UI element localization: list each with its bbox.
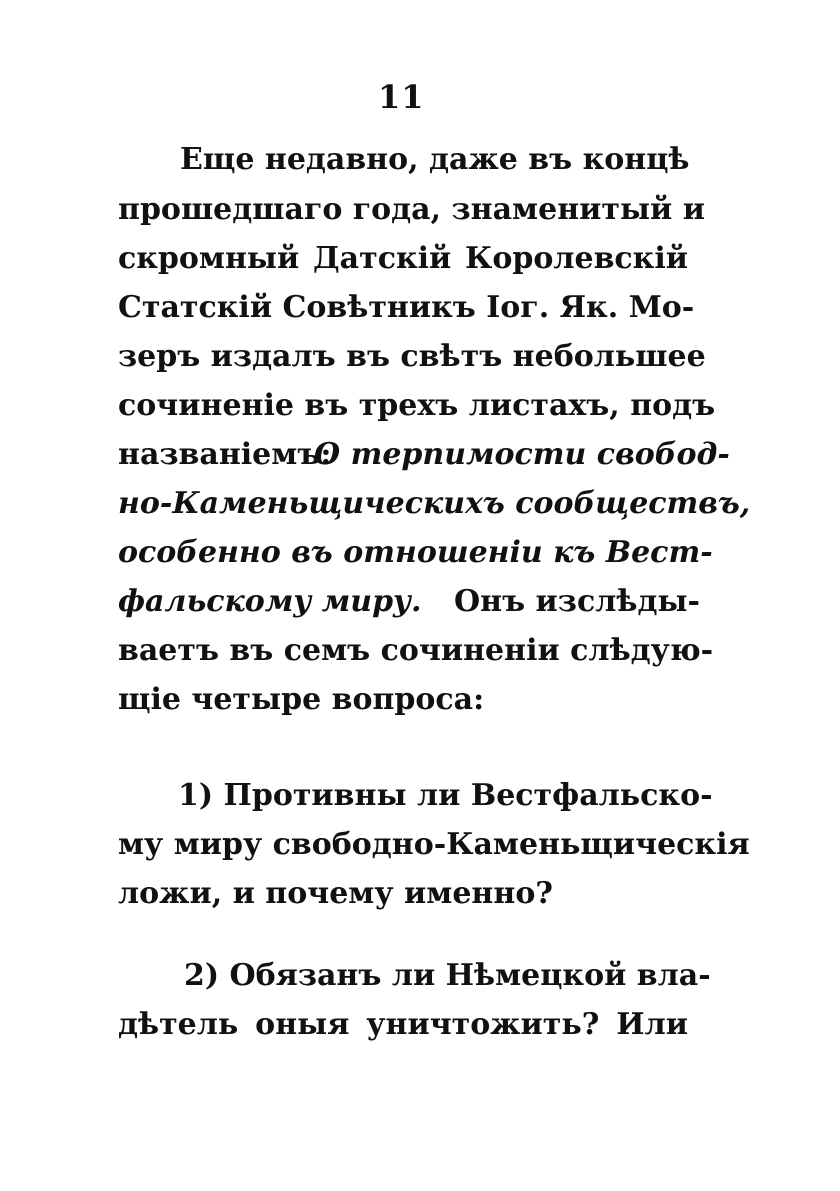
text-line-2: прошедшаго года, знаменитый и — [118, 192, 706, 227]
text-line-8-title: но-Каменьщическихъ сообществъ, — [118, 486, 751, 521]
text-line-7a: названіемъ: — [118, 437, 332, 472]
text-line-5: зеръ издалъ въ свѣтъ небольшее — [118, 339, 706, 374]
list-item-2-line-2: дѣтель оныя уничтожить? Или — [118, 1007, 688, 1042]
text-line-6: сочиненіе въ трехъ листахъ, подъ — [118, 388, 716, 423]
text-line-10a-title: фальскому миру. — [118, 584, 422, 619]
text-line-4: Статскій Совѣтникъ Іог. Як. Мо- — [118, 290, 695, 325]
text-line-12: щіе четыре вопроса: — [118, 682, 485, 717]
list-item-2-line-1: 2) Обязанъ ли Нѣмецкой вла- — [184, 958, 711, 993]
text-line-11: ваетъ въ семъ сочиненіи слѣдую- — [118, 633, 714, 668]
text-line-7b-title: О терпимости свобод- — [314, 437, 730, 472]
text-line-1: Еще недавно, даже въ концѣ — [180, 142, 690, 177]
text-line-3: скромный Датскій Королевскій — [118, 241, 688, 276]
list-item-1-line-1: 1) Противны ли Вестфальско- — [178, 778, 713, 813]
page-number: 11 — [378, 78, 425, 116]
list-item-1-line-2: му миру свободно-Каменьщическія — [118, 827, 750, 862]
list-item-1-line-3: ложи, и почему именно? — [118, 876, 553, 911]
text-line-10b: Онъ изслѣды- — [454, 584, 700, 619]
text-line-9-title: особенно въ отношеніи къ Вест- — [118, 535, 713, 570]
